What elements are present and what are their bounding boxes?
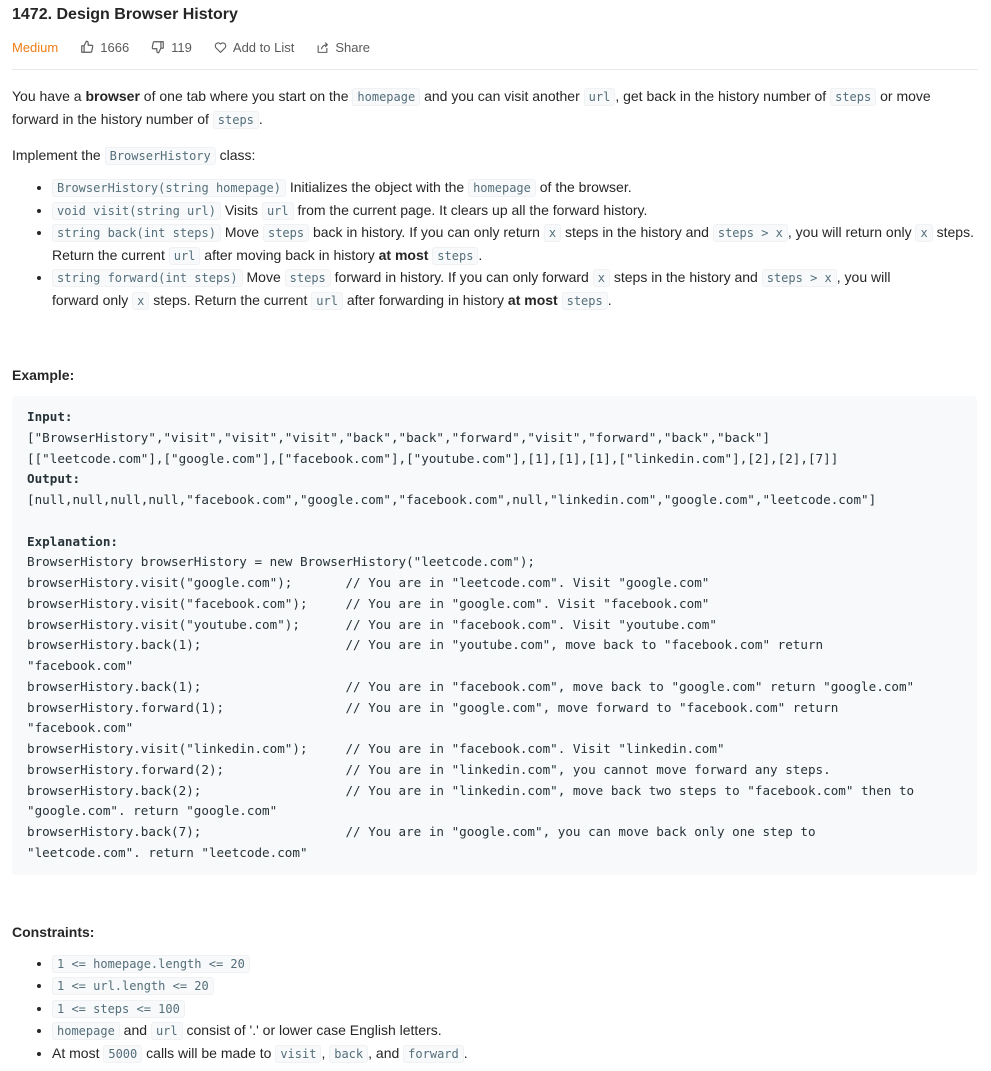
inline-code: homepage xyxy=(468,179,536,197)
text: or move forward in the history number of xyxy=(12,88,931,127)
text: of one tab where you start on the xyxy=(139,88,353,104)
text: . xyxy=(478,246,483,263)
inline-code: steps xyxy=(830,88,876,106)
text: steps. Return the current xyxy=(52,224,974,263)
header-divider xyxy=(12,69,978,70)
text: and you can visit another xyxy=(420,88,584,104)
text: , get back in the history number of xyxy=(615,88,831,104)
thumbs-down-icon xyxy=(151,40,165,54)
inline-code: 1 <= homepage.length <= 20 xyxy=(52,955,250,973)
text: of the browser. xyxy=(535,179,632,195)
text xyxy=(558,292,562,308)
inline-code: url xyxy=(151,1022,183,1040)
problem-title: 1472. Design Browser History xyxy=(12,6,238,23)
explanation-label: Explanation: xyxy=(27,533,118,549)
input-label: Input: xyxy=(27,409,73,424)
inline-code: void visit(string url) xyxy=(52,202,221,220)
input-line: [["leetcode.com"],["google.com"],["facebook.com"],["youtube.com"],[1],[1],[1],["linkedin.com"],[2],[2],[7]] xyxy=(27,450,839,466)
inline-code: url xyxy=(169,247,201,265)
text: and xyxy=(119,1022,151,1038)
text: , xyxy=(321,1044,330,1061)
like-count: 1666 xyxy=(100,39,130,55)
text: forward in history. If you can only forward xyxy=(330,269,593,285)
inline-code: steps > x xyxy=(713,224,788,242)
inline-code: x xyxy=(593,269,610,287)
text: after moving back in history xyxy=(200,246,379,263)
inline-code: 5000 xyxy=(103,1045,142,1063)
text: back in history. If you can only return xyxy=(309,224,544,240)
inline-code: url xyxy=(584,88,616,106)
inline-code: string forward(int steps) xyxy=(52,269,243,287)
explanation-line: browserHistory.forward(2); // You are in "linkedin.com", you cannot move forward any steps. xyxy=(27,761,831,777)
text: . xyxy=(607,291,612,308)
text: consist of '.' or lower case English letters. xyxy=(182,1022,442,1038)
list-item xyxy=(52,975,978,998)
text: steps in the history and xyxy=(561,224,713,240)
inline-code: url xyxy=(311,292,343,310)
list-item xyxy=(52,177,978,200)
like-button[interactable] xyxy=(80,40,129,55)
list-item xyxy=(52,998,978,1021)
dislike-count: 119 xyxy=(171,39,192,55)
explanation-line: browserHistory.forward(1); // You are in "google.com", move forward to "facebook.com" return "facebook.com" xyxy=(27,699,839,736)
problem-meta-bar xyxy=(12,37,978,57)
inline-code: string back(int steps) xyxy=(52,224,221,242)
constraints-heading: Constraints: xyxy=(12,923,95,940)
text: from the current page. It clears up all the forward history. xyxy=(293,201,648,218)
text: Initializes the object with the xyxy=(285,179,469,195)
inline-code: BrowserHistory xyxy=(105,147,216,165)
inline-code: back xyxy=(329,1045,368,1063)
thumbs-up-icon xyxy=(80,40,94,54)
list-item xyxy=(52,953,978,976)
bold-text: browser xyxy=(85,88,140,104)
text: , you will return only xyxy=(787,224,916,240)
share-button[interactable] xyxy=(316,40,370,55)
add-to-list-label: Add to List xyxy=(232,39,295,55)
share-icon xyxy=(316,41,329,54)
inline-code: visit xyxy=(275,1045,321,1063)
text: , and xyxy=(368,1044,404,1061)
inline-code: steps xyxy=(432,247,478,265)
text: You have a xyxy=(12,88,86,104)
explanation-line: browserHistory.visit("facebook.com"); // You are in "google.com". Visit "facebook.com" xyxy=(27,595,710,611)
heart-icon xyxy=(214,41,227,54)
explanation-line: browserHistory.visit("youtube.com"); // You are in "facebook.com". Visit "youtube.com" xyxy=(27,616,717,632)
list-item xyxy=(52,267,978,312)
inline-code: homepage xyxy=(352,88,420,106)
text: class: xyxy=(215,147,256,163)
inline-code: 1 <= url.length <= 20 xyxy=(52,977,214,995)
text: Move xyxy=(242,269,285,285)
text: steps. Return the current xyxy=(149,291,312,308)
inline-code: x xyxy=(915,224,932,242)
explanation-line: browserHistory.back(1); // You are in "youtube.com", move back to "facebook.com" return "facebook.com" xyxy=(27,637,824,673)
bold-text: at most xyxy=(507,291,558,308)
text: steps in the history and xyxy=(609,269,762,285)
text: Visits xyxy=(220,201,262,218)
example-block xyxy=(12,396,977,875)
inline-code: steps xyxy=(285,269,331,287)
output-label: Output: xyxy=(27,471,81,487)
list-item xyxy=(52,222,978,267)
text: . xyxy=(463,1044,468,1061)
text: , you will forward only xyxy=(52,269,891,308)
list-item xyxy=(52,1043,978,1066)
output-line: [null,null,null,null,"facebook.com","google.com","facebook.com",null,"linkedin.com","google.com","leetcode.com"] xyxy=(27,492,877,507)
explanation-line: browserHistory.visit("linkedin.com"); // You are in "facebook.com". Visit "linkedin.com" xyxy=(27,741,725,756)
inline-code: BrowserHistory(string homepage) xyxy=(52,179,286,197)
method-list xyxy=(12,177,978,312)
explanation-line: browserHistory.back(1); // You are in "facebook.com", move back to "google.com" return "google.com" xyxy=(27,678,915,694)
inline-code: x xyxy=(544,224,561,242)
difficulty-badge: Medium xyxy=(12,39,59,55)
inline-code: 1 <= steps <= 100 xyxy=(52,1000,185,1018)
text: At most xyxy=(52,1044,104,1061)
list-item xyxy=(52,200,978,223)
input-line: ["BrowserHistory","visit","visit","visit","back","back","forward","visit","forward","back","back"] xyxy=(27,429,771,445)
text: . xyxy=(258,111,263,127)
share-label: Share xyxy=(335,39,371,55)
dislike-button[interactable] xyxy=(151,40,192,55)
text: after forwarding in history xyxy=(342,291,508,308)
inline-code: steps xyxy=(562,292,608,310)
inline-code: homepage xyxy=(52,1022,120,1040)
description-paragraph xyxy=(12,144,978,167)
description-paragraph xyxy=(12,85,978,131)
bold-text: at most xyxy=(378,246,429,263)
text: Move xyxy=(220,224,263,240)
inline-code: x xyxy=(132,292,149,310)
explanation-line: browserHistory.back(2); // You are in "linkedin.com", move back two steps to "facebook.com" then to "google.com". return "google.com" xyxy=(27,782,915,819)
constraints-list xyxy=(12,953,978,1066)
problem-description xyxy=(12,85,978,1065)
inline-code: url xyxy=(262,202,294,220)
explanation-line: browserHistory.visit("google.com"); // You are in "leetcode.com". Visit "google.com" xyxy=(27,575,710,590)
inline-code: steps > x xyxy=(762,269,837,287)
add-to-list-button[interactable] xyxy=(214,40,294,55)
explanation-line: BrowserHistory browserHistory = new BrowserHistory("leetcode.com"); xyxy=(27,554,535,570)
inline-code: steps xyxy=(213,111,259,129)
explanation-line: browserHistory.back(7); // You are in "google.com", you can move back only one step to "leetcode.com". return "leetcode.com" xyxy=(27,824,816,860)
inline-code: forward xyxy=(403,1045,464,1063)
inline-code: steps xyxy=(263,224,309,242)
text: Implement the xyxy=(12,147,105,163)
example-heading: Example: xyxy=(12,367,75,383)
list-item xyxy=(52,1020,978,1043)
text: calls will be made to xyxy=(142,1044,276,1061)
